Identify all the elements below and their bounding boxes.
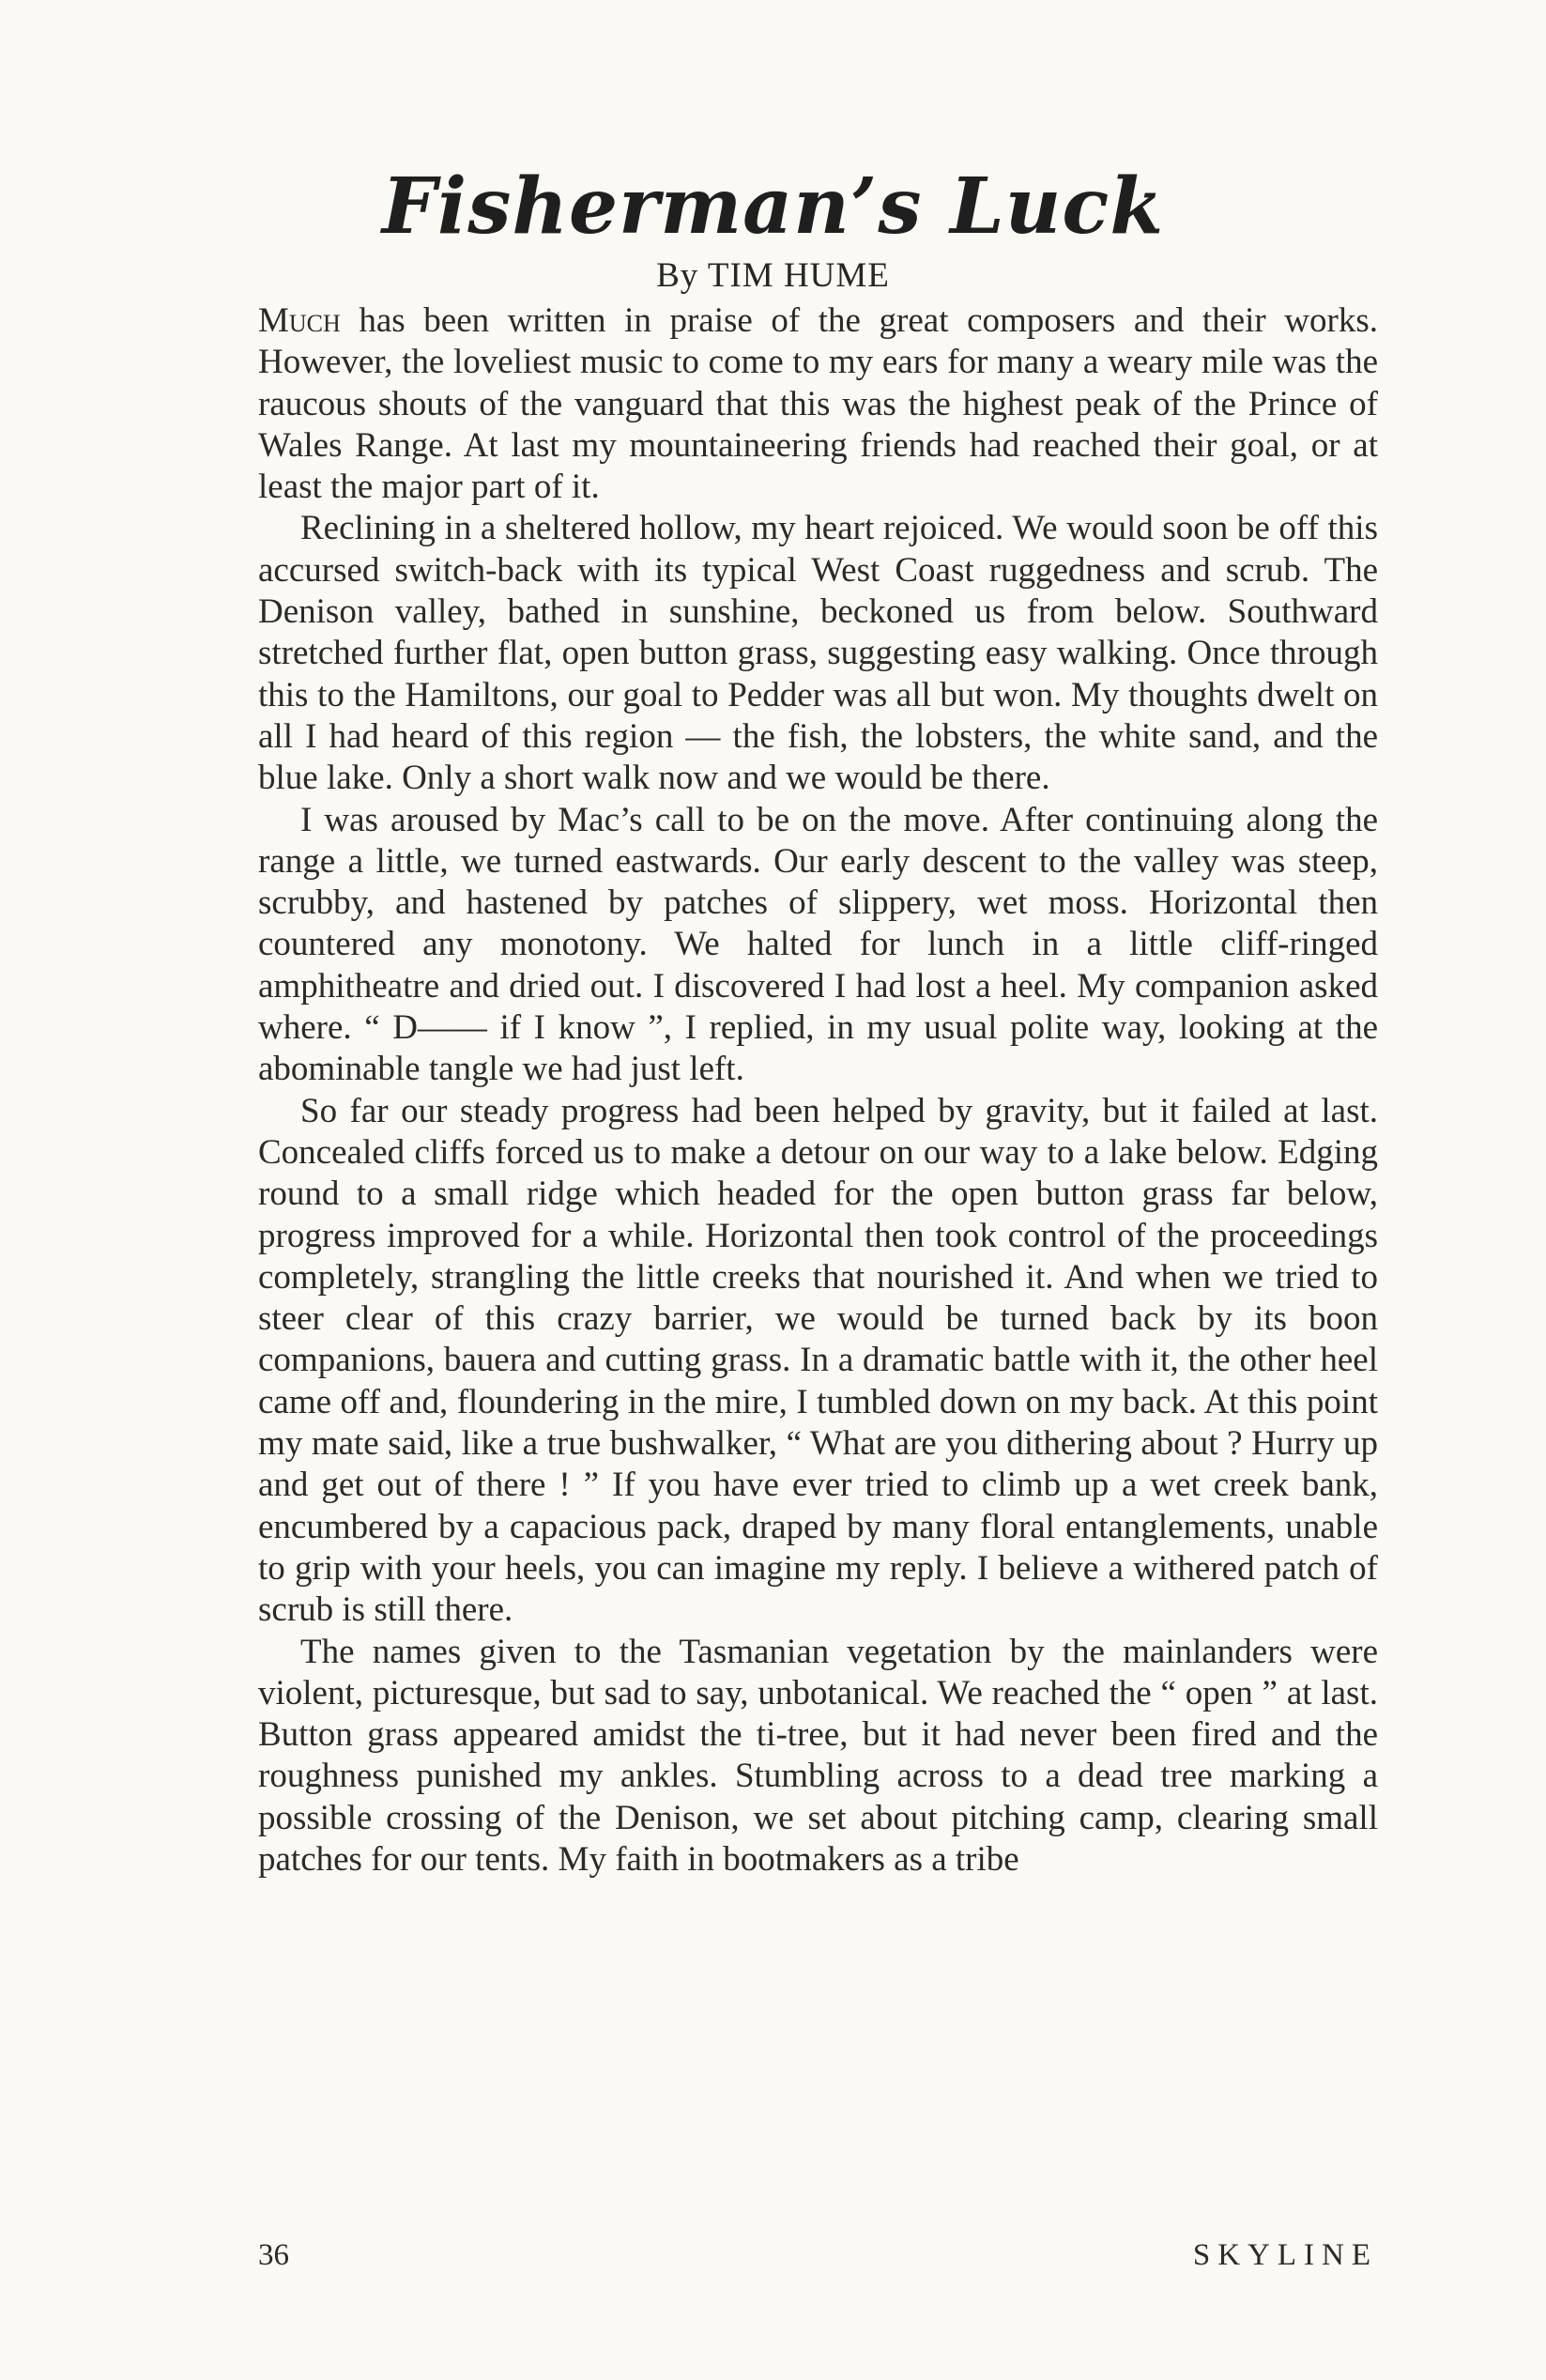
paragraph-2: Reclining in a sheltered hollow, my heart rejoiced. We would soon be off this accursed switch-back with its typical West Coast ruggedness and scrub. The Denison valley, bathed in sunshine, beckoned us from below. Southward stretched further flat, open button grass, suggesting easy walking. Once through this to the Hamiltons, our goal to Pedder was all but won. My thoughts dwelt on all I had heard of this region — the fish, the lobsters, the white sand, and the blue lake. Only a short walk now and we would be there. xyxy=(258,509,1378,798)
article-body xyxy=(258,300,1378,1881)
paragraph-1 xyxy=(258,300,1378,508)
magazine-name: SKYLINE xyxy=(1192,2238,1378,2272)
article-title: Fisherman’s Luck xyxy=(381,161,1165,252)
paragraph-5: The names given to the Tasmanian vegetation by the mainlanders were violent, picturesque, but sad to say, unbotanical. We reached the “ open ” at last. Button grass appeared amidst the ti-tree, but it had never been fired and the roughness punished my ankles. Stumbling across to a dead tree marking a possible crossing of the Denison, we set about pitching camp, clearing small patches for our tents. My faith in bootmakers as a tribe xyxy=(258,1632,1378,1879)
page-number: 36 xyxy=(258,2238,289,2272)
paragraph-3: I was aroused by Mac’s call to be on the move. After continuing along the range a little, we turned eastwards. Our early descent to the valley was steep, scrubby, and hastened by patches of slippery, wet moss. Horizontal then countered any monotony. We halted for lunch in a little cliff-ringed amphitheatre and dried out. I discovered I had lost a heel. My companion asked where. “ D—— if I know ”, I replied, in my usual polite way, looking at the abominable tangle we had just left. xyxy=(258,800,1378,1089)
paragraph-1-text: has been written in praise of the great composers and their works. However, the loveliest music to come to my ears for many a weary mile was the raucous shouts of the vanguard that this was the highest peak of the Prince of Wales Range. At last my mountaineering friends had reached their goal, or at least the major part of it. xyxy=(258,301,1378,507)
opening-word: Much xyxy=(258,301,341,340)
article-byline: By TIM HUME xyxy=(656,256,890,295)
paragraph-4: So far our steady progress had been helped by gravity, but it failed at last. Concealed cliffs forced us to make a detour on our way to a lake below. Edging round to a small ridge which headed for the open button grass far below, progress improved for a while. Horizontal then took control of the proceedings completely, strangling the little creeks that nourished it. And when we tried to steer clear of this crazy barrier, we would be turned back by its boon companions, bauera and cutting grass. In a dramatic battle with it, the other heel came off and, floundering in the mire, I tumbled down on my back. At this point my mate said, like a true bushwalker, “ What are you dithering about ? Hurry up and get out of there ! ” If you have ever tried to climb up a wet creek bank, encumbered by a capacious pack, draped by many floral entanglements, unable to grip with your heels, you can imagine my reply. I believe a withered patch of scrub is still there. xyxy=(258,1091,1378,1630)
